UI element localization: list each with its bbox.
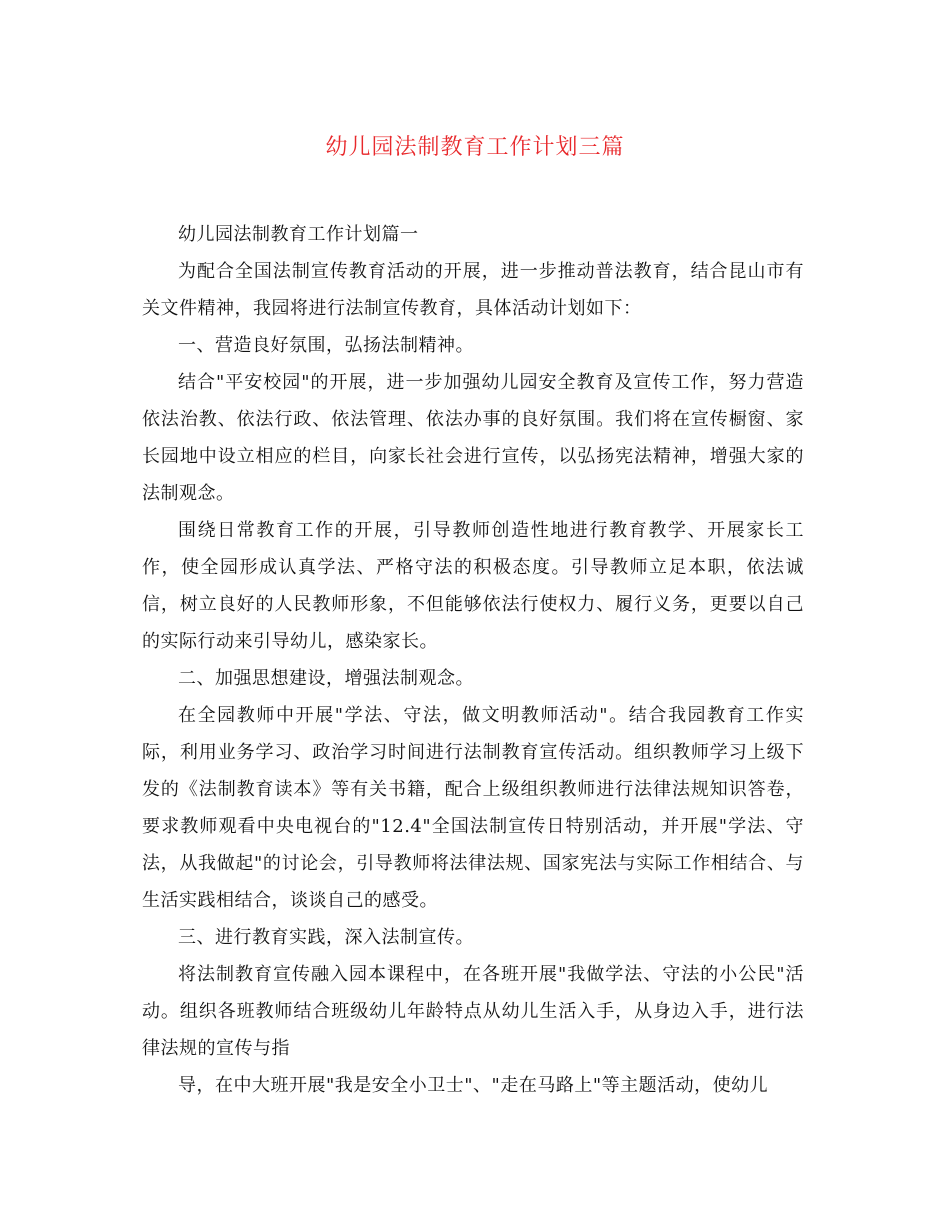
section-heading-ideology: 二、加强思想建设，增强法制观念。 [178,668,474,689]
paragraph-continuation: 导，在中大班开展"我是安全小卫士"、"走在马路上"等主题活动，使幼儿 [178,1075,769,1096]
document-title: 幼儿园法制教育工作计划三篇 [325,135,625,160]
paragraph-teacher-activities: 在全园教师中开展"学法、守法，做文明教师活动"。结合我园教育工作实际，利用业务学习、政治学习时间进行法制教育宣传活动。组织教师学习上级下发的《法制教育读本》等有关书籍，配合上级组织教师进行法律法规知识答卷，要求教师观看中央电视台的"12.4"全国法制宣传日特别活动，并开展"学法、守法，从我做起"的讨论会，引导教师将法律法规、国家宪法与实际工作相结合、与生活实践相结合，谈谈自己的感受。 [142,705,804,911]
paragraph-daily-education: 围绕日常教育工作的开展，引导教师创造性地进行教育教学、开展家长工作，使全园形成认真学法、严格守法的积极态度。引导教师立足本职，依法诚信，树立良好的人民教师形象，不但能够依法行使权力、履行义务，更要以自己的实际行动来引导幼儿，感染家长。 [142,520,804,652]
document-body [142,216,804,1104]
paragraph-curriculum: 将法制教育宣传融入园本课程中，在各班开展"我做学法、守法的小公民"活动。组织各班教师结合班级幼儿年龄特点从幼儿生活入手，从身边入手，进行法律法规的宣传与指 [142,964,804,1059]
paragraph-safe-campus: 结合"平安校园"的开展，进一步加强幼儿园安全教育及宣传工作，努力营造依法治教、依法行政、依法管理、依法办事的良好氛围。我们将在宣传橱窗、家长园地中设立相应的栏目，向家长社会进行宣传，以弘扬宪法精神，增强大家的法制观念。 [142,372,804,504]
section-heading-plan-one: 幼儿园法制教育工作计划篇一 [178,224,419,245]
section-heading-atmosphere: 一、营造良好氛围，弘扬法制精神。 [178,335,474,356]
paragraph-intro: 为配合全国法制宣传教育活动的开展，进一步推动普法教育，结合昆山市有关文件精神，我园将进行法制宣传教育，具体活动计划如下： [142,261,804,319]
section-heading-practice: 三、进行教育实践，深入法制宣传。 [178,927,474,948]
